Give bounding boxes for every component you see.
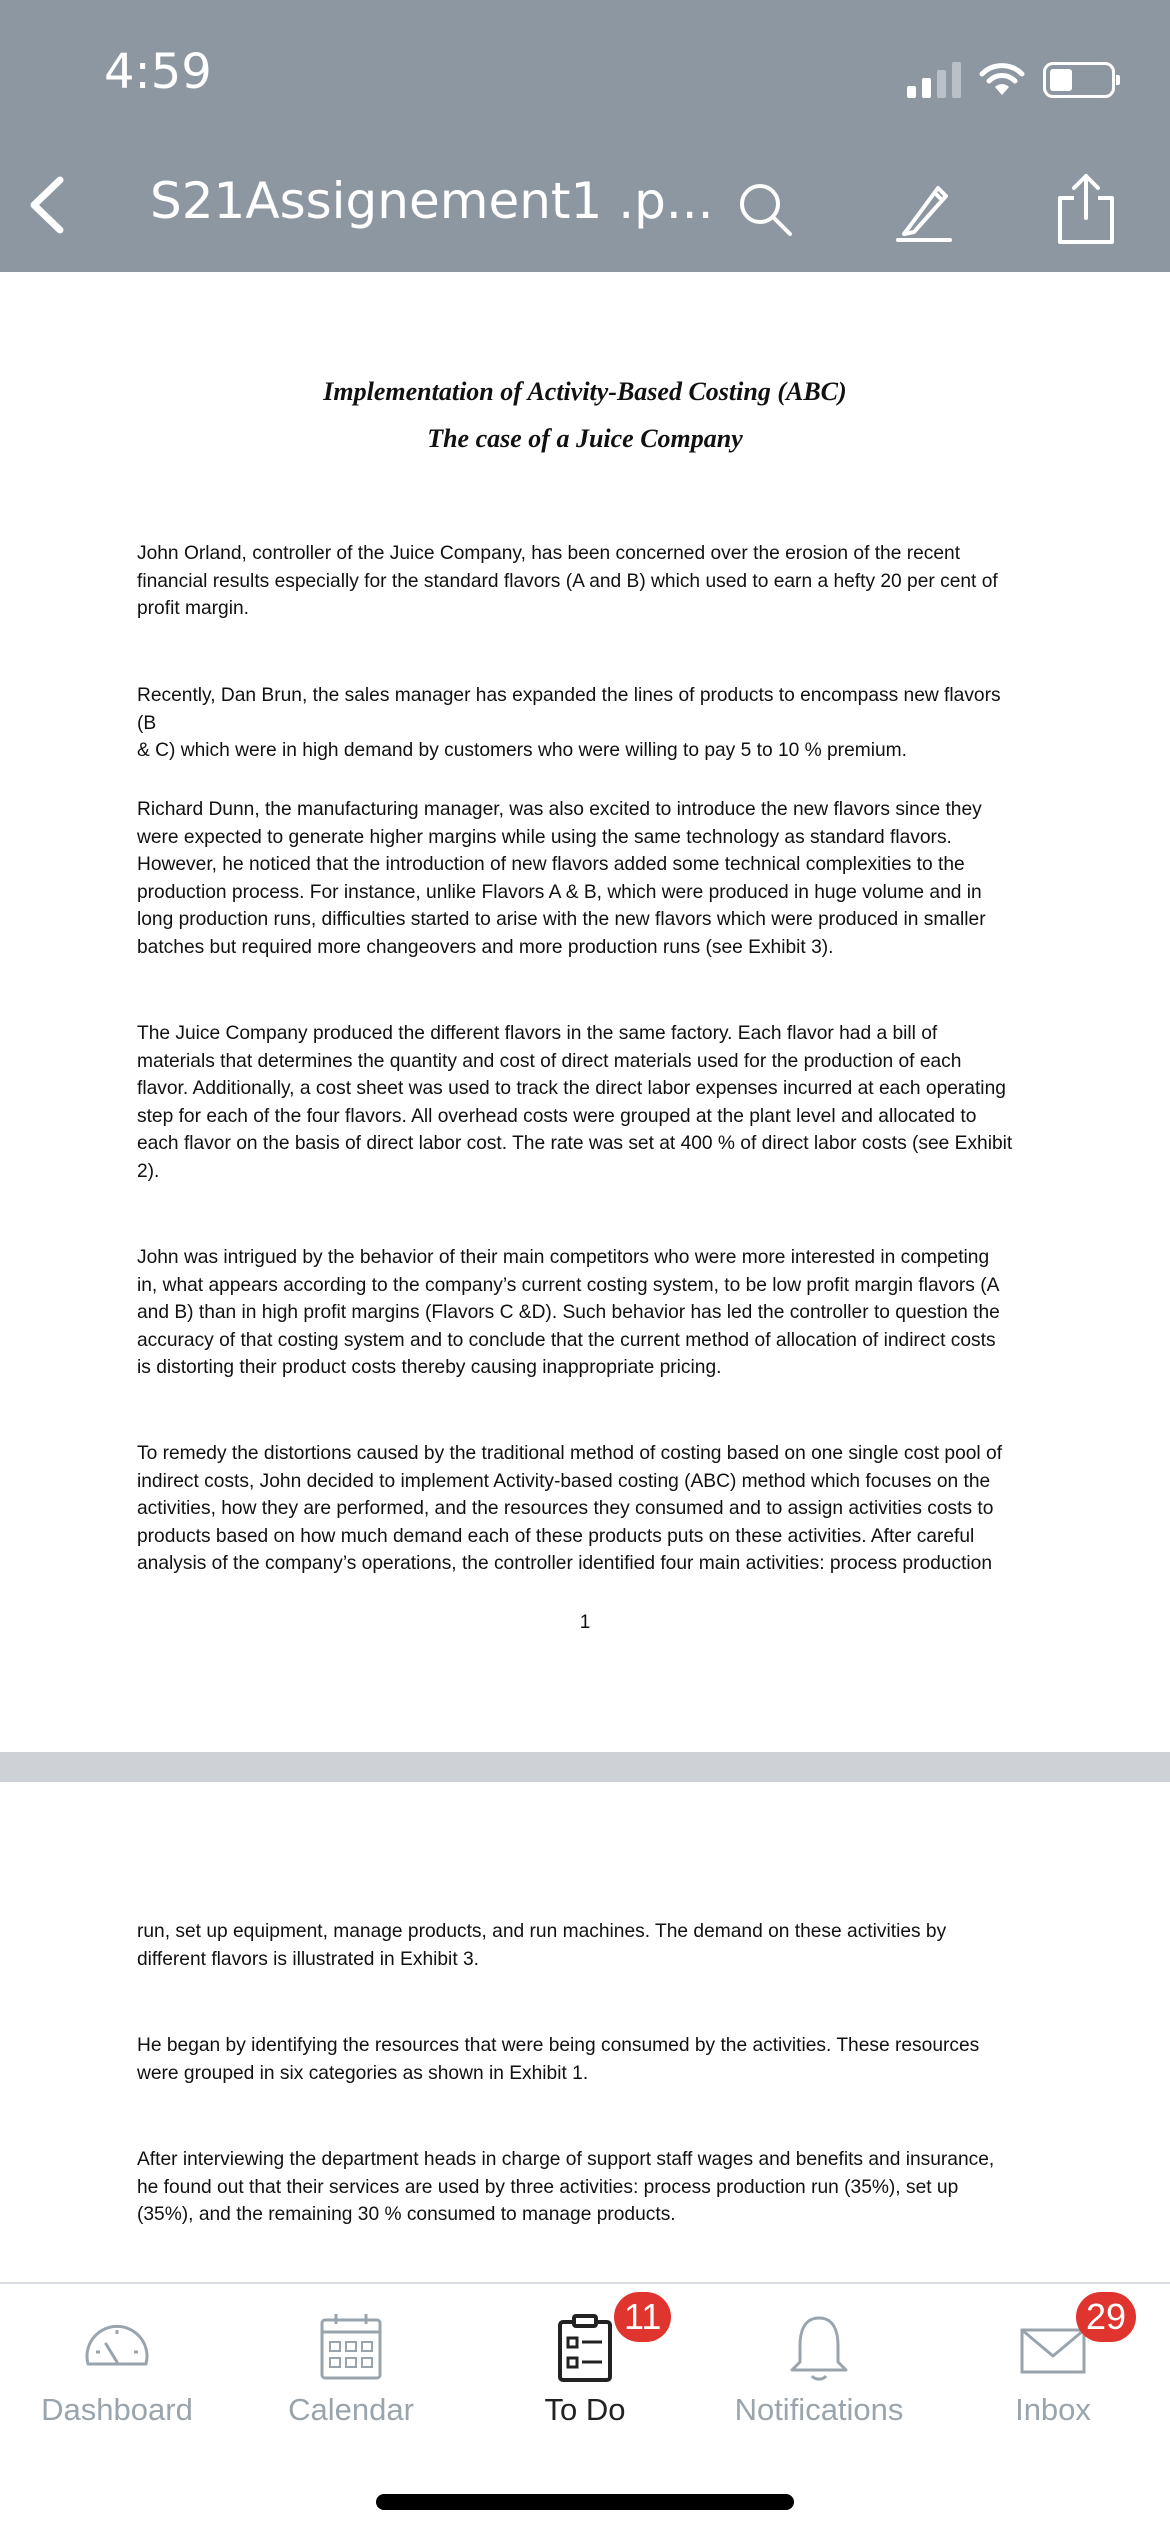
markup-pen-icon[interactable] (890, 168, 960, 248)
tab-label: Calendar (288, 2392, 414, 2427)
document-page-1[interactable] (0, 272, 1170, 1752)
tab-label: Dashboard (41, 2392, 193, 2427)
back-chevron-icon[interactable] (20, 170, 80, 240)
page-number: 1 (579, 1612, 591, 1633)
tab-dashboard[interactable] (0, 2284, 234, 2454)
paragraph: John was intrigued by the behavior of their main competitors who were more interested in competing in, what appears according to the company’s current costing system, to be low profit margin flavors (A and B) than in high profit margins (Flavors C &D). Such behavior has led the controller to question the accuracy of that costing system and to conclude that the current method of allocation of indirect costs is distorting their product costs thereby causing inappropriate pricing. (137, 1247, 1000, 1378)
tab-label: To Do (544, 2392, 626, 2427)
document-subheading: The case of a Juice Company (427, 424, 743, 453)
search-icon[interactable] (730, 168, 800, 248)
bell-icon (784, 2312, 854, 2384)
todo-clipboard-icon (550, 2312, 620, 2384)
battery-icon (1043, 62, 1115, 98)
paragraph: Recently, Dan Brun, the sales manager has expanded the lines of products to encompass new flavors (B & C) which were in high demand by customers who were willing to pay 5 to 10 % premium. (137, 685, 1001, 761)
cellular-signal-icon (907, 62, 961, 98)
share-icon[interactable] (1050, 168, 1120, 248)
todo-count-badge: 11 (614, 2292, 671, 2342)
document-heading: Implementation of Activity-Based Costing (ABC) (323, 377, 847, 406)
wifi-icon (979, 62, 1025, 98)
paragraph: Richard Dunn, the manufacturing manager, was also excited to introduce the new flavors since they were expected to generate higher margins while using the same technology as standard flavors. However, he noticed that the introduction of new flavors added some technical complexities to the production process. For instance, unlike Flavors A & B, which were produced in huge volume and in long production runs, difficulties started to arise with the new flavors which were produced in smaller batches but required more changeovers and more production runs (see Exhibit 3). (137, 799, 986, 958)
document-page-2[interactable] (0, 1782, 1170, 2282)
calendar-icon (316, 2312, 386, 2384)
tab-label: Notifications (734, 2392, 904, 2427)
paragraph: To remedy the distortions caused by the traditional method of costing based on one single cost pool of indirect costs, John decided to implement Activity-based costing (ABC) method which focuses on the activities, how they are performed, and the resources they consumed and to assign activities costs to products based on how much demand each of these products puts on these activities. After careful analysis of the company’s operations, the controller identified four main activities: process production (137, 1443, 1003, 1574)
app-header (0, 0, 1170, 272)
tab-inbox[interactable] (936, 2284, 1170, 2454)
status-time: 4:59 (104, 44, 212, 100)
tab-notifications[interactable] (702, 2284, 936, 2454)
paragraph: He began by identifying the resources that were being consumed by the activities. These resources were grouped in six categories as shown in Exhibit 1. (137, 2035, 980, 2084)
home-indicator (376, 2494, 794, 2510)
paragraph: run, set up equipment, manage products, and run machines. The demand on these activities by different flavors is illustrated in Exhibit 3. (137, 1921, 947, 1970)
nav-row (0, 150, 1170, 260)
paragraph: The Juice Company produced the different flavors in the same factory. Each flavor had a bill of materials that determines the quantity and cost of direct materials used for the production of each flavor. Additionally, a cost sheet was used to track the direct labor expenses incurred at each operating step for each of the four flavors. All overhead costs were grouped at the plant level and allocated to each flavor on the basis of direct labor cost. The rate was set at 400 % of direct labor costs (see Exhibit 2). (137, 1023, 1013, 1182)
dashboard-gauge-icon (82, 2312, 152, 2384)
tab-todo[interactable] (468, 2284, 702, 2454)
paragraph: After interviewing the department heads in charge of support staff wages and benefits and insurance, he found out that their services are used by three activities: process production run (35%), set up (35%), and the remaining 30 % consumed to manage products. (137, 2149, 995, 2225)
document-title: S21Assignement1 .p... (150, 172, 714, 230)
tab-calendar[interactable] (234, 2284, 468, 2454)
page-separator (0, 1752, 1170, 1782)
inbox-count-badge: 29 (1076, 2292, 1136, 2342)
tab-label: Inbox (1015, 2392, 1091, 2427)
paragraph: John Orland, controller of the Juice Company, has been concerned over the erosion of the recent financial results especially for the standard flavors (A and B) which used to earn a hefty 20 per cent of profit margin. (137, 543, 998, 619)
status-icons (907, 52, 1115, 98)
